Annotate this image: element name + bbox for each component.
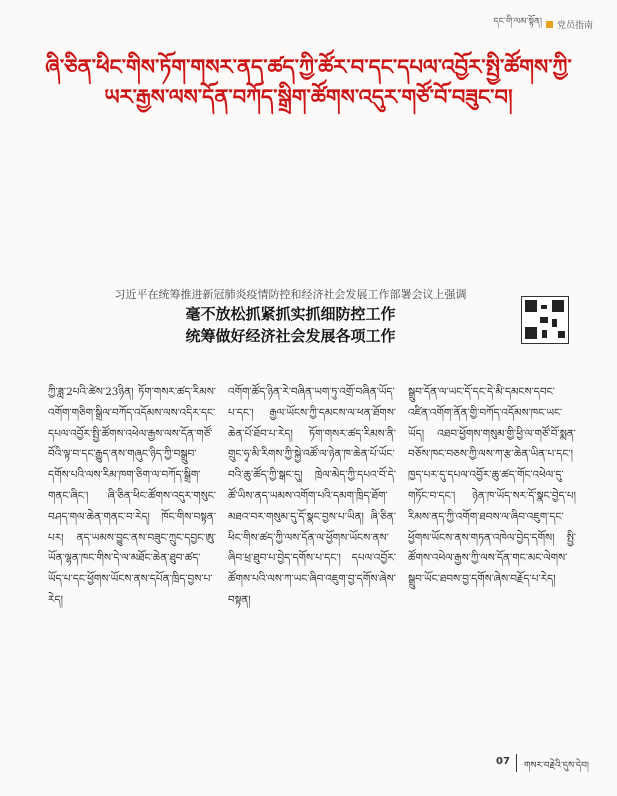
- chinese-headline-line-1: 毫不放松抓紧抓实抓细防控工作: [185, 305, 396, 323]
- chinese-headline-line-2: 统筹做好经济社会发展各项工作: [185, 327, 396, 345]
- article-column-1: ཀྱི་ཟླ་2པའི་ཚེས་23ཉིན། ཏོག་གསར་ཚད་རིམས་འགོག་གཅིག་སྒྲིལ་བཀོད་འདོམས་ལས་འདིར་དང་དཔལ་འབྱོར་སྤྱི་ཚོགས་འཕེལ་རྒྱས་ལས་དོན་གཙོ་བོའི་ལྟ་བ་དང་རྒྱུད་ནས་གཞུང་ཉིད་ཀྱི་བསྒྲུབ་དགོས་པའི་ལས་རིམ་ཁག་ཅིག་ལ་བཀོད་སྒྲིག་གནང་ཞིང་། ཞི་ཅིན་ཕིང་ཚོགས་འདུར་གསུང་བཤད་གལ་ཆེན་གནང་བ་རེད། ཁོང་གིས་བསྟན་པར། ནད་ཡམས་བྱུང་ནས་བཟུང་ཀྲུང་དབྱང་ཨུ་ཡོན་ལྷན་ཁང་གིས་དེ་ལ་མཐོང་ཆེན་ཐུབ་ཚད་ཡོད་པ་དང་ཕྱོགས་ཡོངས་ནས་དཔོན་ཁྲིད་བྱས་པ་རེད།: [48, 386, 216, 606]
- footer-divider: [516, 754, 517, 772]
- magazine-header: [494, 12, 593, 37]
- chinese-subtitle: 习近平在统筹推进新冠肺炎疫情防控和经济社会发展工作部署会议上强调: [114, 288, 467, 301]
- article-body: [48, 382, 576, 732]
- magazine-name: གསར་བརྗེའི་དུས་དེབ།: [524, 761, 589, 771]
- article-column-3: སྒྲུབ་དོན་ལ་ཡང་དོ་དང་དེ་མི་དམངས་དབང་འཛིན་འགོག་ནོན་གྱི་བཀོད་འདོམས་ཁང་ཡང་ཡོད། འཐབ་ཕྱོགས་གསུམ་གྱི་ཕྱི་ལ་གཙོ་བོ་སྨན་བཅོས་ཁང་བཅས་ཀྱི་ལས་ཀ་རྩ་ཆེན་ཡིན་པ་དང་། ཁྱད་པར་དུ་དཔལ་འབྱོར་ཆུ་ཚད་གོང་འཕེལ་དུ་གཏོང་བ་དང་། ཉེན་ཁ་ཡོད་སར་དོ་སྣང་བྱེད་པ། རིམས་ནད་ཀྱི་འགོག་ཐབས་ལ་ཞིབ་འཇུག་དང་ཕྱོགས་ཡོངས་ནས་གཏན་འཁེལ་བྱེད་དགོས། སྤྱི་ཚོགས་འཕེལ་རྒྱས་ཀྱི་ལས་དོན་གང་མང་ལེགས་སྒྲུབ་ཡོང་ཐབས་བྱ་དགོས་ཞེས་བརྗོད་པ་རེད།: [408, 386, 576, 586]
- chinese-headline: [84, 303, 497, 347]
- article-column-2: འགོག་ཚོད་ཉིན་རེ་བཞིན་ཡག་ཏུ་འགྲོ་བཞིན་ཡོད་པ་དང་། རྒྱལ་ཡོངས་ཀྱི་དམངས་ལ་ཕན་ཐོགས་ཆེན་པོ་ཐོབ་པ་རེད། ཏོག་གསར་ཚད་རིམས་ནི་གྲུང་ཧྭ་མི་རིགས་ཀྱི་སྐྱེ་འཚོ་ལ་ཉེན་ཁ་ཆེན་པོ་ཡོང་བའི་ཆུ་ཚོད་ཀྱི་སྒང་དུ། ཁྲེལ་མེད་ཀྱི་དཔའ་བོ་དེ་ཚོ་ཡིས་ནད་ཡམས་འགོག་པའི་དམག་ཁྲིད་ཐོག་མཐའ་བར་གསུམ་དུ་དོ་སྣང་བྱས་པ་ཡིན། ཞི་ཅིན་ཕིང་གིས་ཚད་ཀྱི་ལས་དོན་ལ་ཕྱོགས་ཡོངས་ནས་ཞིབ་ཕྲ་ཐུབ་པ་བྱེད་དགོས་པ་དང་། དཔལ་འབྱོར་ཚོགས་པའི་ལས་ཀ་ཡང་ཞིབ་འཇུག་བྱ་དགོས་ཞེས་བསྟན།: [228, 386, 396, 606]
- tibetan-title: ཞི་ཅིན་ཕིང་གིས་ཏོག་གསར་ནད་ཚད་ཀྱི་ཚོར་བ་དང་དཔལ་འབྱོར་སྤྱི་ཚོགས་ཀྱི་ཡར་རྒྱས་ལས་དོན་བཀོད་སྒྲིག་ཚོགས་འདུར་གཙོ་བོ་བཟུང་བ།: [45, 54, 572, 109]
- page-number: 07: [496, 756, 510, 767]
- header-square-icon: [546, 21, 553, 28]
- qr-code[interactable]: [521, 296, 569, 344]
- header-tibetan: དང་གི་ལམ་སྟོན།: [493, 17, 542, 27]
- page-footer: [0, 754, 617, 774]
- header-label: 党员指南: [556, 21, 593, 31]
